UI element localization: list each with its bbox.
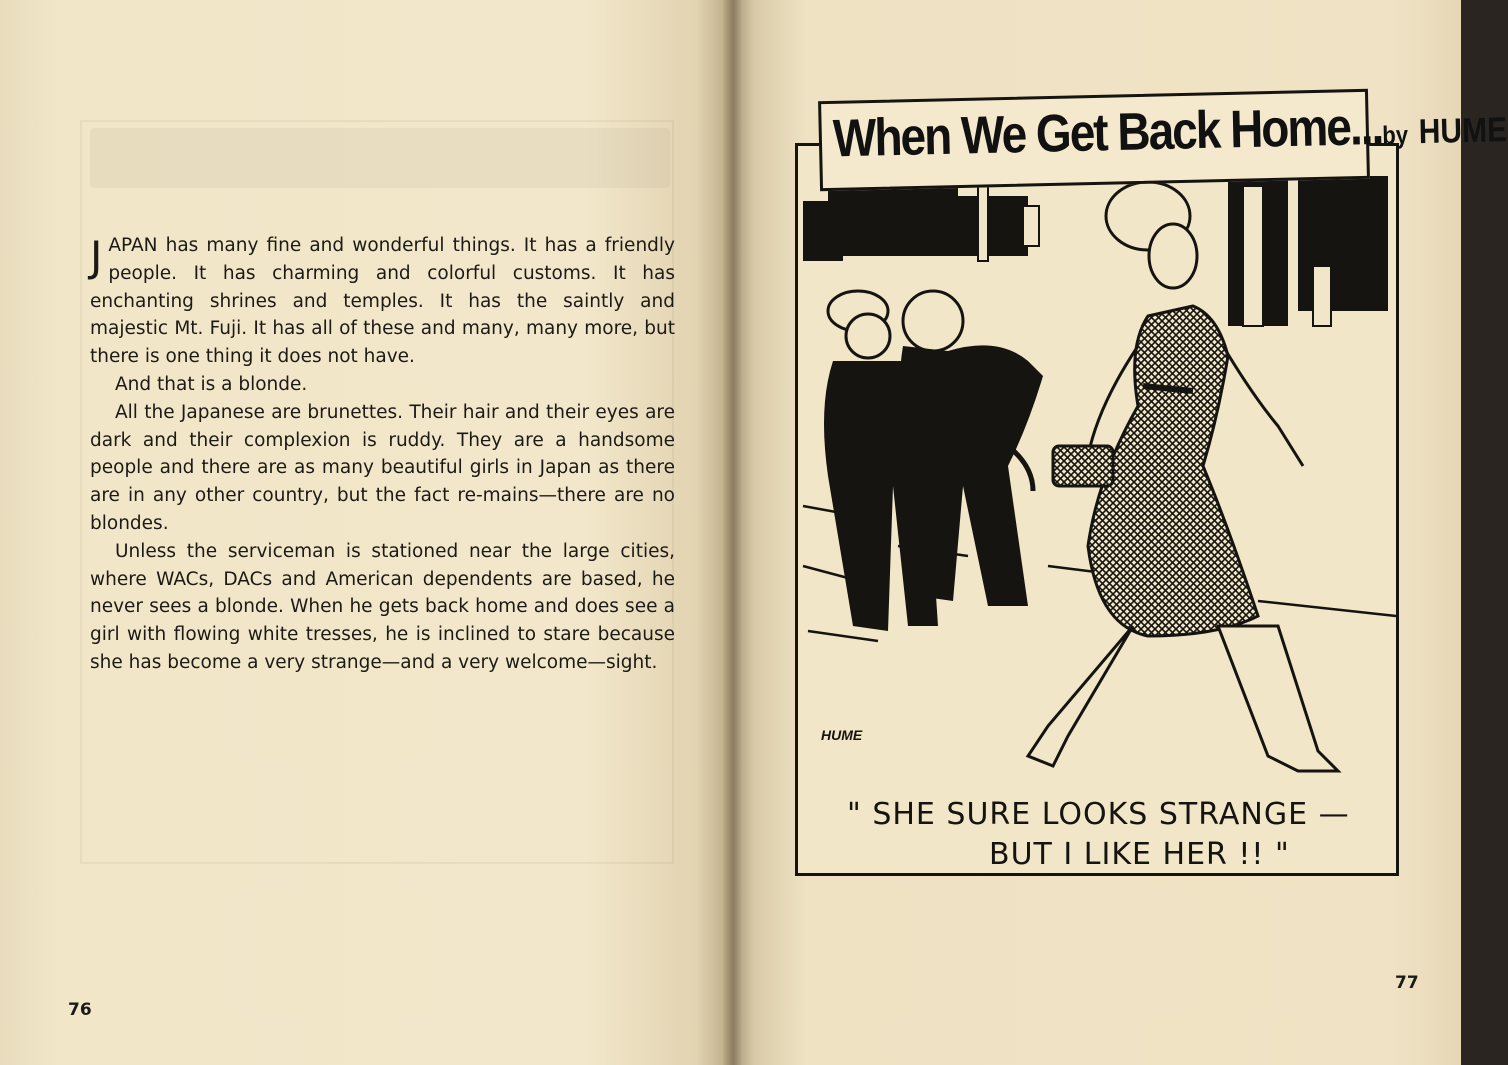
cartoon-illustration bbox=[798, 146, 1396, 872]
paragraph-4: Unless the serviceman is stationed near the large cities, where WACs, DACs and American dependents are based, he never sees a blonde. When he gets back home and does see a girl with flowing white tresses, he is inclined to stare because she has become a very strange—and a very welcome—sight. bbox=[90, 540, 675, 673]
cartoon-panel bbox=[789, 95, 1508, 880]
paragraph-2: And that is a blonde. bbox=[115, 373, 308, 395]
gutter-shadow bbox=[722, 0, 742, 1065]
paragraph-1-text: APAN has many fine and wonderful things. It has a friendly people. It has charming and colorful customs. It has enchanting shrines and temples. It has the saintly and majestic Mt. Fuji. It has all of these and many, many more, but there is one thing it does not have. bbox=[90, 235, 675, 368]
page-number-right: 77 bbox=[1395, 973, 1419, 993]
article-text bbox=[90, 232, 675, 677]
paragraph-3: All the Japanese are brunettes. Their hair and their eyes are dark and their complexion is ruddy. They are a handsome people and there are as many beautiful girls in Japan as there are in any other country, but the fact re-mains—there are no blondes. bbox=[90, 401, 675, 534]
title-by: by bbox=[1382, 120, 1409, 150]
city-skyline bbox=[803, 176, 1388, 326]
bleed-through-title bbox=[90, 128, 670, 188]
title-main: When We Get Back Home... bbox=[832, 95, 1383, 168]
page-number-left: 76 bbox=[68, 1000, 92, 1020]
caption-line-2: BUT I LIKE HER !! " bbox=[989, 837, 1290, 872]
cartoon-caption bbox=[839, 795, 1379, 875]
artist-signature: HUME bbox=[821, 727, 863, 743]
left-page bbox=[0, 0, 733, 1065]
sailor-tall bbox=[900, 291, 1043, 606]
drop-cap: J bbox=[90, 232, 103, 281]
title-artist: HUME bbox=[1418, 111, 1508, 152]
woman-figure bbox=[1028, 182, 1338, 771]
cartoon-title-banner bbox=[819, 95, 1508, 185]
paragraph-1 bbox=[90, 232, 675, 371]
caption-line-1: " SHE SURE LOOKS STRANGE — bbox=[847, 797, 1350, 832]
